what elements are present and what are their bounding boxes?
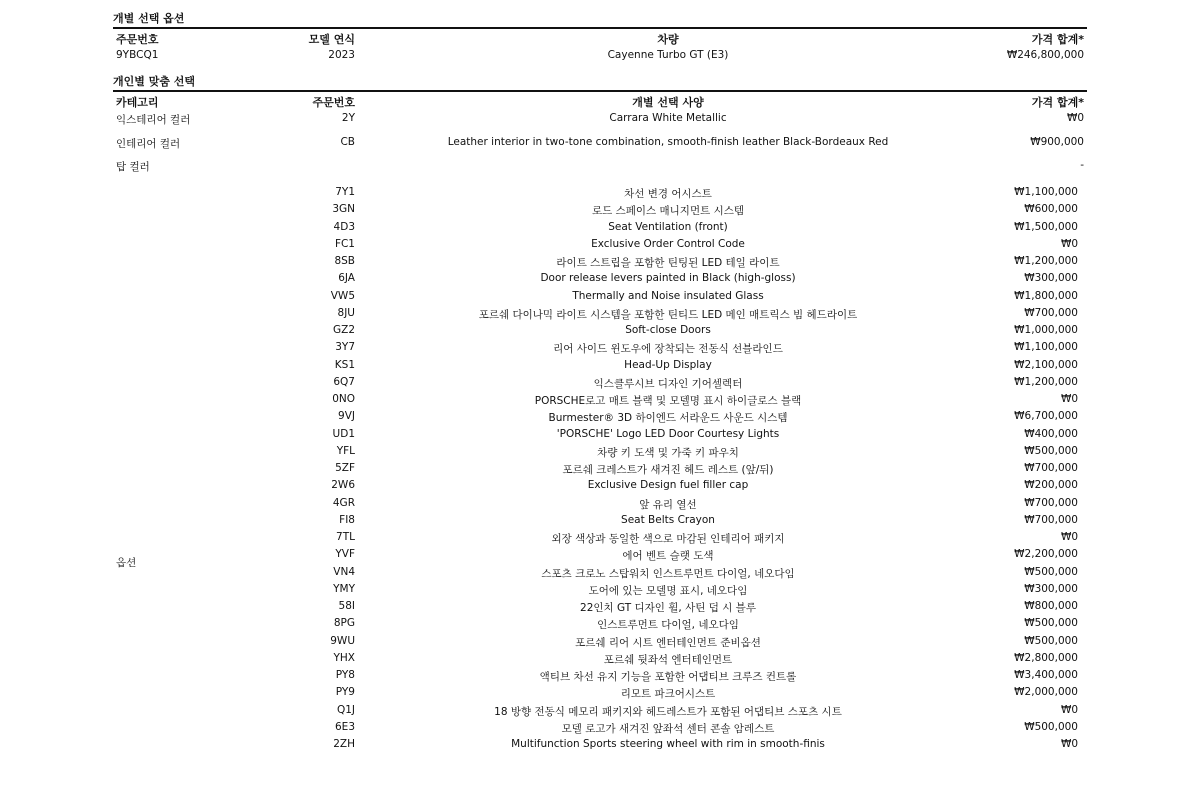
option-price: ₩500,000 [1024,634,1078,647]
option-price: ₩0 [1060,531,1078,543]
row-spec: Leather interior in two-tone combination, smooth-finish leather Black-Bordeaux Red [447,136,889,148]
option-code: 4GR [332,496,355,509]
option-spec: 외장 색상과 동일한 색으로 마감된 인테리어 패키지 [551,533,785,545]
option-code: 6Q7 [333,375,355,388]
option-spec: Multifunction Sports steering wheel with rim in smooth-finis [511,738,825,750]
row-spec: Carrara White Metallic [609,112,727,124]
option-code: 8PG [333,617,355,630]
option-spec: Head-Up Display [624,358,712,371]
option-spec: Burmester® 3D 하이엔드 서라운드 사운드 시스템 [548,412,788,425]
option-price: ₩1,000,000 [1014,324,1078,336]
option-code: VN4 [333,565,355,578]
option-spec: 라이트 스트립을 포함한 틴팅된 LED 테일 라이트 [556,257,780,269]
option-price: ₩0 [1060,393,1078,405]
option-spec: Seat Belts Crayon [621,513,715,526]
row-code: CB [340,136,355,148]
option-code: 6E3 [335,720,355,733]
option-code: YFL [336,444,355,457]
row-price: - [1080,159,1084,171]
option-price: ₩1,500,000 [1014,220,1078,233]
option-spec: 포르쉐 리어 시트 엔터테인먼트 준비옵션 [575,636,761,649]
option-price: ₩2,200,000 [1014,548,1078,561]
option-spec: 'PORSCHE' Logo LED Door Courtesy Lights [556,427,780,440]
option-spec: 스포츠 크로노 스탑워치 인스트루먼트 다이얼, 네오다임 [541,567,795,580]
option-code: 8JU [337,306,355,319]
option-code: KS1 [334,358,355,371]
option-code: 7Y1 [335,186,355,198]
option-price: ₩700,000 [1024,513,1078,526]
option-spec: Exclusive Design fuel filler cap [587,479,749,492]
vehicle-price: ₩246,800,000 [1006,49,1084,61]
option-code: 5ZF [335,462,355,474]
options-category-label: 옵션 [116,557,137,569]
option-code: 0NO [332,393,355,405]
row-category: 익스테리어 컬러 [116,114,191,126]
option-price: ₩200,000 [1024,479,1078,492]
option-spec: Seat Ventilation (front) [608,220,728,233]
option-code: 2ZH [333,738,355,750]
option-spec: Soft-close Doors [625,324,711,336]
option-code: 58I [338,600,355,612]
option-spec: 로드 스페이스 매니지먼트 시스템 [591,205,745,218]
option-price: ₩1,100,000 [1014,341,1078,354]
header-price-total: 가격 합계* [1031,33,1084,46]
row-price: ₩900,000 [1030,136,1084,148]
option-spec: Thermally and Noise insulated Glass [572,289,764,302]
option-spec: 차량 키 도색 및 가죽 키 파우치 [597,446,739,459]
option-price: ₩0 [1060,237,1078,250]
header-category: 카테고리 [116,96,159,109]
option-spec: Exclusive Order Control Code [591,237,745,250]
section1-rule [113,27,1087,29]
option-spec: PORSCHE로고 매트 블랙 및 모델명 표시 하이글로스 블랙 [534,395,802,407]
section-title-individual-options: 개별 선택 옵션 [113,12,185,25]
option-price: ₩1,800,000 [1014,289,1078,302]
option-price: ₩2,000,000 [1014,686,1078,699]
option-price: ₩400,000 [1024,427,1078,440]
option-code: YHX [333,651,355,664]
header-order-no: 주문번호 [116,33,159,46]
option-spec: 포르쉐 다이나믹 라이트 시스템을 포함한 틴티드 LED 메인 매트릭스 빔 헤드라이트 [478,308,858,321]
option-price: ₩1,200,000 [1014,375,1078,388]
option-code: VW5 [330,289,355,302]
option-price: ₩600,000 [1024,203,1078,216]
vehicle-name: Cayenne Turbo GT (E3) [607,49,729,61]
option-spec: 22인치 GT 디자인 휠, 사틴 덥 시 블루 [580,602,756,614]
header-model-year: 모델 연식 [308,33,355,46]
option-spec: 액티브 차선 유지 기능을 포함한 어댑티브 크루즈 컨트롤 [539,671,797,683]
option-price: ₩3,400,000 [1014,669,1078,681]
option-code: FC1 [334,237,355,250]
option-code: 4D3 [333,220,355,233]
option-spec: 모델 로고가 새겨진 앞좌석 센터 콘솔 암레스트 [561,722,775,735]
option-code: 8SB [334,255,355,267]
option-price: ₩800,000 [1024,600,1078,612]
option-code: FI8 [339,513,355,526]
option-code: 7TL [336,531,355,543]
header-vehicle: 차량 [657,33,679,46]
option-spec: 리어 사이드 윈도우에 장착되는 전동식 선블라인드 [553,343,783,356]
option-price: ₩0 [1060,738,1078,750]
option-price: ₩500,000 [1024,720,1078,733]
option-code: 2W6 [331,479,355,492]
option-spec: 포르쉐 뒷좌석 엔터테인먼트 [603,653,733,666]
option-price: ₩700,000 [1024,306,1078,319]
option-spec: 인스트루먼트 다이얼, 네오다임 [597,619,739,632]
option-spec: 포르쉐 크레스트가 새겨진 헤드 레스트 (앞/뒤) [562,464,774,476]
option-code: YMY [333,582,355,595]
option-price: ₩500,000 [1024,565,1078,578]
option-price: ₩0 [1060,703,1078,716]
option-code: PY8 [335,669,355,681]
option-price: ₩2,100,000 [1014,358,1078,371]
header-option-spec: 개별 선택 사양 [632,96,704,109]
row-price: ₩0 [1066,112,1084,124]
vehicle-model-year: 2023 [328,49,355,61]
option-code: 9VJ [338,410,355,423]
option-spec: 에어 벤트 슬랫 도색 [622,550,714,563]
vehicle-order-no: 9YBCQ1 [116,49,159,61]
option-price: ₩300,000 [1024,582,1078,595]
option-code: Q1J [336,703,355,716]
option-code: 6JA [338,272,355,285]
row-category: 탑 컬러 [116,161,150,173]
option-price: ₩700,000 [1024,462,1078,474]
option-code: YVF [335,548,355,561]
option-price: ₩1,200,000 [1014,255,1078,267]
option-spec: 익스클루시브 디자인 기어셀렉터 [593,377,743,390]
row-category: 인테리어 컬러 [116,138,181,150]
header-option-order-no: 주문번호 [312,96,355,109]
section2-rule [113,90,1087,92]
option-price: ₩500,000 [1024,617,1078,630]
option-price: ₩1,100,000 [1014,186,1078,198]
option-spec: 도어에 있는 모델명 표시, 네오다임 [588,584,748,597]
option-spec: 18 방향 전동식 메모리 패키지와 헤드레스트가 포함된 어댑티브 스포츠 시트 [494,705,842,718]
option-code: 9WU [330,634,355,647]
option-code: 3Y7 [335,341,355,354]
section-title-personal-selection: 개인별 맞춤 선택 [113,75,196,88]
option-spec: 앞 유리 열선 [639,498,697,511]
option-price: ₩700,000 [1024,496,1078,509]
option-spec: 리모트 파크어시스트 [620,688,716,701]
option-spec: 차선 변경 어시스트 [624,188,712,200]
option-code: PY9 [335,686,355,699]
header-option-price-total: 가격 합계* [1031,96,1084,109]
option-price: ₩6,700,000 [1014,410,1078,423]
option-spec: Door release levers painted in Black (high-gloss) [540,272,796,285]
row-code: 2Y [341,112,355,124]
option-code: 3GN [332,203,355,216]
option-code: UD1 [332,427,355,440]
option-price: ₩2,800,000 [1014,651,1078,664]
option-price: ₩300,000 [1024,272,1078,285]
option-price: ₩500,000 [1024,444,1078,457]
option-code: GZ2 [332,324,355,336]
